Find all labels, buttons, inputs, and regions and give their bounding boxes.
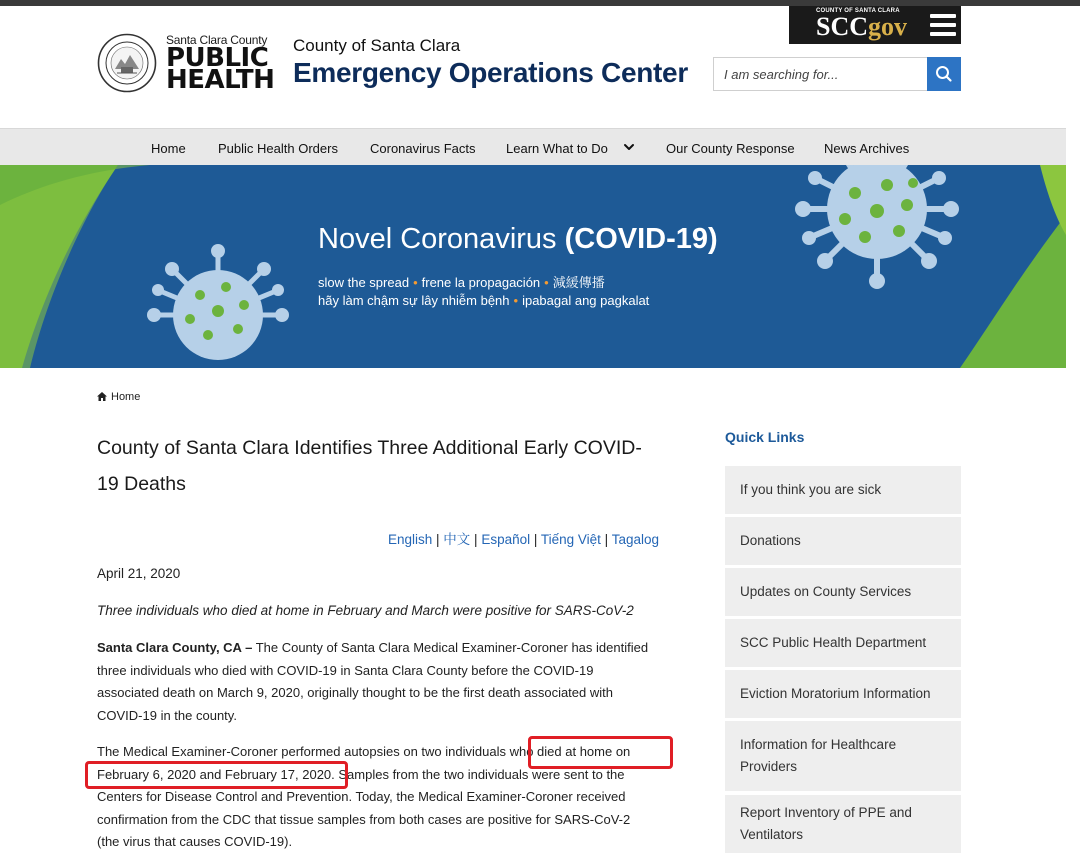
banner-title-light: Novel Coronavirus: [318, 223, 565, 255]
lang-chinese-link[interactable]: 中文: [443, 532, 471, 547]
quick-link-donations[interactable]: Donations: [725, 517, 961, 565]
banner-graphic: [0, 165, 1066, 368]
p2-line: February 6, 2020 and February 17, 2020. Samples from the two individuals were sent to the: [97, 766, 625, 782]
right-green-swoosh: [960, 215, 1066, 368]
nav-coronavirus-facts[interactable]: Coronavirus Facts: [370, 141, 476, 156]
language-switcher: [388, 528, 659, 548]
p2-line: confirmation from the CDC that tissue samples from both cases are positive for SARS-CoV-2: [97, 811, 631, 827]
highlight-box-dates: [85, 761, 348, 789]
virus-right-icon: [795, 165, 959, 289]
tagline-english: slow the spread: [318, 275, 410, 290]
eoc-title[interactable]: Emergency Operations Center: [293, 57, 688, 88]
breadcrumb[interactable]: [97, 391, 140, 403]
lang-separator: |: [470, 532, 482, 547]
search-input[interactable]: [713, 57, 928, 91]
tagline-tagalog: ipabagal ang pagkalat: [522, 293, 650, 308]
eoc-county-label: County of Santa Clara: [293, 36, 461, 55]
tagline-separator: •: [413, 275, 418, 290]
county-seal-icon[interactable]: [97, 33, 157, 93]
lang-separator: |: [600, 532, 612, 547]
nav-home[interactable]: Home: [151, 141, 186, 156]
lang-separator: |: [530, 532, 541, 547]
sccgov-logo[interactable]: [816, 14, 907, 40]
quick-link-eviction[interactable]: Eviction Moratorium Information: [725, 670, 961, 718]
home-icon: [97, 392, 107, 401]
virus-left-icon: [147, 244, 289, 360]
article-date: April 21, 2020: [97, 566, 181, 581]
p2-line: (the virus that causes COVID-19).: [97, 834, 293, 849]
tagline-separator: •: [513, 293, 519, 308]
lang-tagalog-link[interactable]: Tagalog: [611, 532, 659, 547]
p2-line: The Medical Examiner-Coroner performed autopsies on two individuals who died at home on: [97, 744, 631, 759]
phl-line-health: HEALTH: [166, 65, 275, 95]
chevron-down-icon[interactable]: [622, 140, 636, 154]
lang-english-link[interactable]: English: [388, 532, 433, 547]
sccgov-gov: gov: [868, 12, 908, 41]
p1-line: The County of Santa Clara Medical Examiner-Coroner has identified: [252, 640, 649, 655]
covid-banner: [0, 165, 1066, 368]
article-title: County of Santa Clara Identifies Three Additional Early COVID-19 Deaths: [97, 437, 642, 495]
main-nav: [0, 128, 1066, 165]
quick-link-county-services[interactable]: Updates on County Services: [725, 568, 961, 616]
right-green-swoosh-top: [1040, 165, 1066, 235]
search-icon: [927, 57, 961, 91]
banner-tagline-2: [318, 293, 649, 308]
lang-separator: |: [432, 532, 444, 547]
quick-link-sick[interactable]: If you think you are sick: [725, 466, 961, 514]
highlight-box-died-at-home: [528, 736, 673, 769]
banner-tagline-1: [318, 272, 605, 291]
sccgov-scc: SCC: [816, 12, 869, 41]
tagline-chinese: 減緩傳播: [552, 275, 605, 290]
p1-line: COVID-19 in the county.: [97, 707, 237, 723]
nav-learn-what-to-do[interactable]: Learn What to Do: [506, 141, 608, 156]
banner-title: [318, 223, 718, 256]
phl-line-public: PUBLIC: [166, 43, 269, 73]
breadcrumb-home: Home: [111, 391, 141, 403]
left-green-swoosh-light: [0, 165, 150, 368]
banner-title-bold: (COVID-19): [564, 223, 718, 255]
p1-line: three individuals who died with COVID-19 in Santa Clara County before the COVID-19: [97, 662, 594, 678]
lang-vietnamese-link[interactable]: Tiếng Việt: [540, 532, 601, 547]
nav-our-county-response[interactable]: Our County Response: [666, 141, 795, 156]
search-button[interactable]: [927, 57, 961, 91]
quick-link-ppe-inventory[interactable]: Report Inventory of PPE and Ventilators: [725, 795, 961, 853]
sccgov-county-label: COUNTY OF SANTA CLARA: [816, 8, 900, 14]
hamburger-menu-icon[interactable]: [930, 14, 956, 36]
article-paragraph-1: [97, 637, 672, 727]
quick-link-public-health-dept[interactable]: SCC Public Health Department: [725, 619, 961, 667]
tagline-vietnamese: hãy làm chậm sự lây nhiễm bệnh: [318, 293, 510, 308]
quick-link-healthcare-providers[interactable]: Information for Healthcare Providers: [725, 721, 961, 791]
lang-spanish-link[interactable]: Español: [481, 532, 531, 547]
tagline-separator: •: [544, 275, 549, 290]
nav-public-health-orders[interactable]: Public Health Orders: [218, 141, 338, 156]
public-health-logo[interactable]: [166, 33, 286, 95]
phl-county-label: Santa Clara County: [166, 33, 268, 47]
tagline-spanish: frene la propagación: [421, 275, 541, 290]
nav-news-archives[interactable]: News Archives: [824, 141, 910, 156]
p1-line: associated death on March 9, 2020, originally thought to be the first death associated with: [97, 685, 613, 700]
article-subtitle: Three individuals who died at home in February and March were positive for SARS-CoV-2: [97, 603, 634, 618]
dateline: Santa Clara County, CA –: [97, 640, 253, 655]
p2-line: Centers for Disease Control and Prevention. Today, the Medical Examiner-Coroner received: [97, 789, 626, 804]
quick-links-heading: Quick Links: [725, 429, 805, 445]
